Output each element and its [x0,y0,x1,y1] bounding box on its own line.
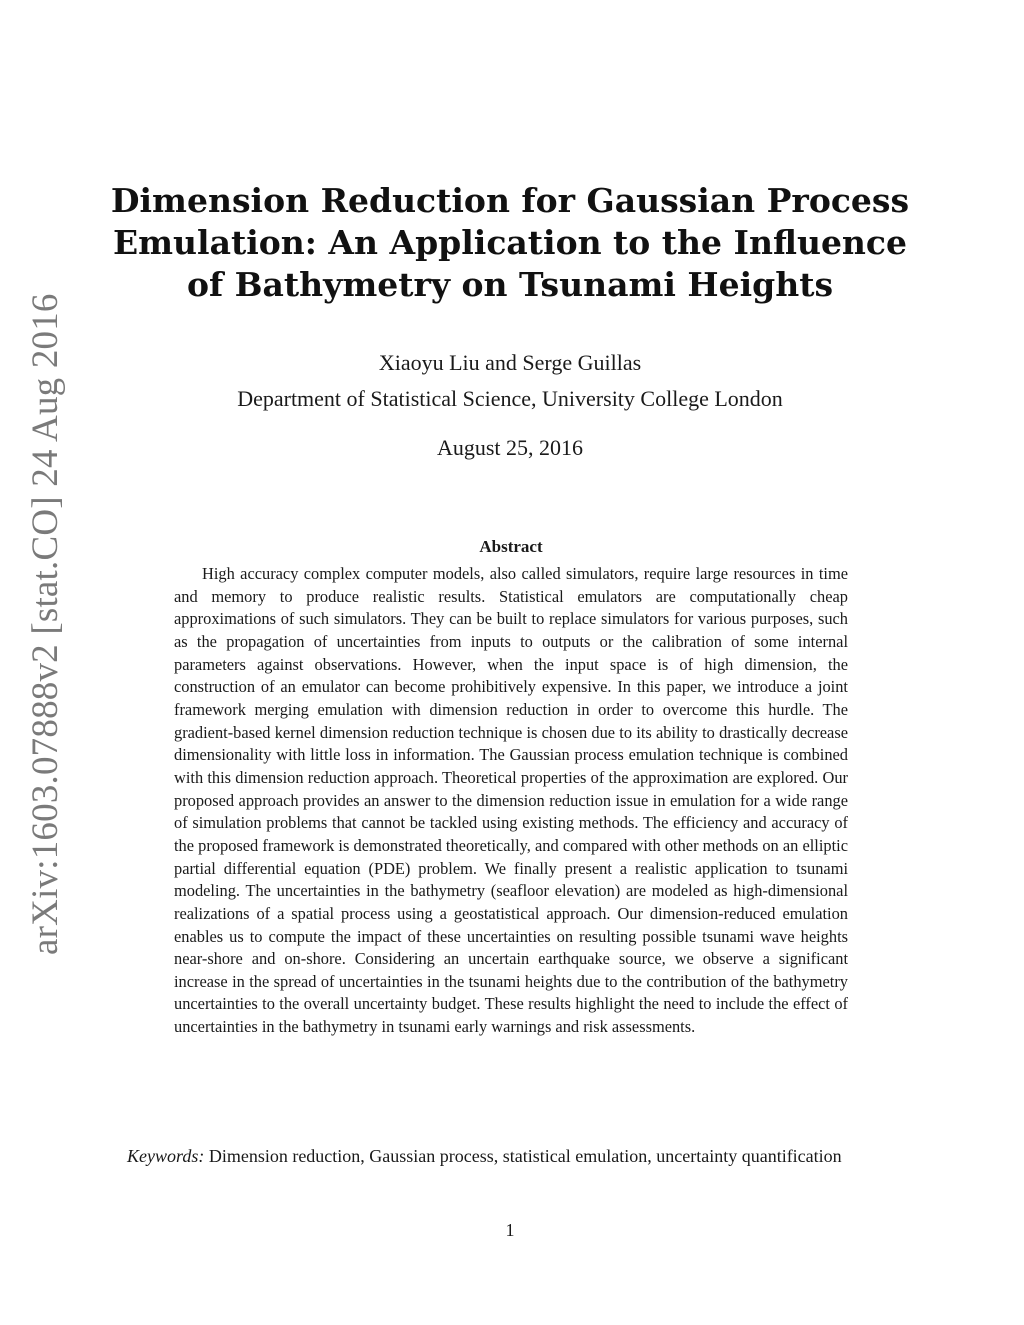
keywords-label: Keywords: [127,1146,205,1166]
page-number: 1 [505,1220,515,1240]
publication-date: August 25, 2016 [436,435,584,460]
keywords-section [127,1144,897,1168]
author-list: Xiaoyu Liu and Serge Guillas [378,350,642,375]
abstract-text: High accuracy complex computer models, also called simulators, require large resources in time and memory to produce realistic results. Statistical emulators are computationally cheap approximations of such simulators. They can be built to replace simulators for various purposes, such as the propagation of uncertainties from inputs to outputs or the calibration of some internal parameters against observations. However, when the input space is of high dimension, the construction of an emulator can become prohibitively expensive. In this paper, we introduce a joint framework merging emulation with dimension reduction in order to overcome this hurdle. The gradient-based kernel dimension reduction technique is chosen due to its ability to drastically decrease dimensionality with little loss in information. The Gaussian process emulation technique is combined with this dimension reduction approach. Theoretical properties of the approximation are explored. Our proposed approach provides an answer to the dimension reduction issue in emulation for a wide range of simulation problems that cannot be tackled using existing methods. The efficiency and accuracy of the proposed framework is demonstrated theoretically, and compared with other methods on an elliptic partial differential equation (PDE) problem. We finally present a realistic application to tsunami modeling. The uncertainties in the bathymetry (seafloor elevation) are modeled as high-dimensional realizations of a spatial process using a geostatistical approach. Our dimension-reduced emulation enables us to compute the impact of these uncertainties on resulting possible tsunami wave heights near-shore and on-shore. Considering an uncertain earthquake source, we observe a significant increase in the spread of uncertainties in the tsunami heights due to the contribution of the bathymetry uncertainties to the overall uncertainty budget. These results highlight the need to include the effect of uncertainties in the bathymetry in tsunami early warnings and risk assessments. [174,564,848,1037]
paper-title: Dimension Reduction for Gaussian Process Emulation: An Application to the Influence of Bathymetry on Tsunami Heights [110,181,910,304]
author-affiliation: Department of Statistical Science, University College London [237,386,783,411]
keywords-text: Dimension reduction, Gaussian process, statistical emulation, uncertainty quantification [208,1146,842,1166]
abstract-heading: Abstract [479,537,543,556]
arxiv-identifier-stamp: arXiv:1603.07888v2 [stat.CO] 24 Aug 2016 [25,293,66,955]
